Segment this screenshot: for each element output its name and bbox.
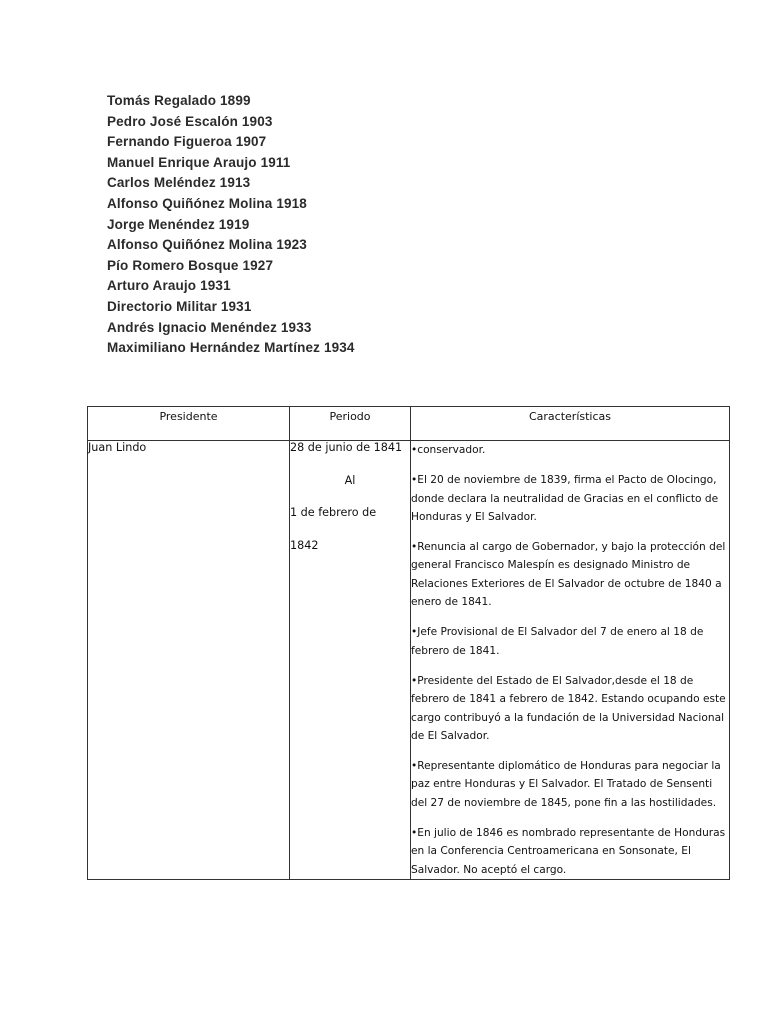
president-list-item: Manuel Enrique Araujo 1911 bbox=[107, 154, 291, 170]
characteristics-cell bbox=[411, 441, 730, 880]
president-list-item: Tomás Regalado 1899 bbox=[107, 93, 251, 108]
characteristic-item: •El 20 de noviembre de 1839, firma el Pacto de Olocingo, donde declara la neutralidad de Gracias en el conflicto de Honduras y El Salvador. bbox=[411, 474, 719, 523]
president-list bbox=[107, 91, 355, 359]
president-list-item: Arturo Araujo 1931 bbox=[107, 278, 231, 294]
characteristic-item: •Presidente del Estado de El Salvador,desde el 18 de febrero de 1841 a febrero de 1842. Estando ocupando este cargo contribuyó a la fundación de la Universidad Nacional de El Salvador. bbox=[411, 674, 726, 742]
header-presidente: Presidente bbox=[88, 407, 290, 441]
president-list-item: Pío Romero Bosque 1927 bbox=[107, 257, 274, 273]
period-end-line1: 1 de febrero de bbox=[290, 506, 377, 519]
president-list-item: Pedro José Escalón 1903 bbox=[107, 113, 273, 129]
president-list-item: Fernando Figueroa 1907 bbox=[107, 134, 267, 150]
characteristic-item: •Representante diplomático de Honduras para negociar la paz entre Honduras y El Salvador. El Tratado de Sensenti del 27 de noviembre de 1845, pone fin a las hostilidades. bbox=[411, 760, 721, 809]
period-separator: Al bbox=[344, 473, 356, 487]
president-list-item: Directorio Militar 1931 bbox=[107, 298, 252, 314]
period-cell bbox=[290, 441, 411, 880]
table-row bbox=[88, 441, 730, 880]
president-list-item: Jorge Menéndez 1919 bbox=[107, 216, 250, 232]
header-periodo: Periodo bbox=[290, 407, 411, 441]
president-list-item: Andrés Ignacio Menéndez 1933 bbox=[107, 319, 312, 335]
president-list-item: Alfonso Quiñónez Molina 1923 bbox=[107, 237, 307, 253]
characteristic-item: •Renuncia al cargo de Gobernador, y bajo la protección del general Francisco Malespín es designado Ministro de Relaciones Exteriores de El Salvador de octubre de 1840 a enero de 1841. bbox=[411, 541, 726, 609]
characteristic-item: •Jefe Provisional de El Salvador del 7 de enero al 18 de febrero de 1841. bbox=[411, 626, 704, 657]
president-list-item: Carlos Meléndez 1913 bbox=[107, 175, 251, 191]
president-list-item: Maximiliano Hernández Martínez 1934 bbox=[107, 340, 355, 356]
period-end-line2: 1842 bbox=[290, 538, 319, 552]
table-header-row bbox=[88, 407, 730, 441]
presidents-table bbox=[87, 406, 730, 880]
characteristic-item: •En julio de 1846 es nombrado representante de Honduras en la Conferencia Centroamericana en Sonsonate, El Salvador. No aceptó el cargo. bbox=[411, 827, 726, 876]
period-start: 28 de junio de 1841 bbox=[290, 441, 403, 454]
characteristic-item: •conservador. bbox=[411, 444, 486, 456]
header-caracteristicas: Características bbox=[411, 407, 730, 441]
president-name: Juan Lindo bbox=[88, 441, 290, 880]
president-list-item: Alfonso Quiñónez Molina 1918 bbox=[107, 195, 307, 211]
